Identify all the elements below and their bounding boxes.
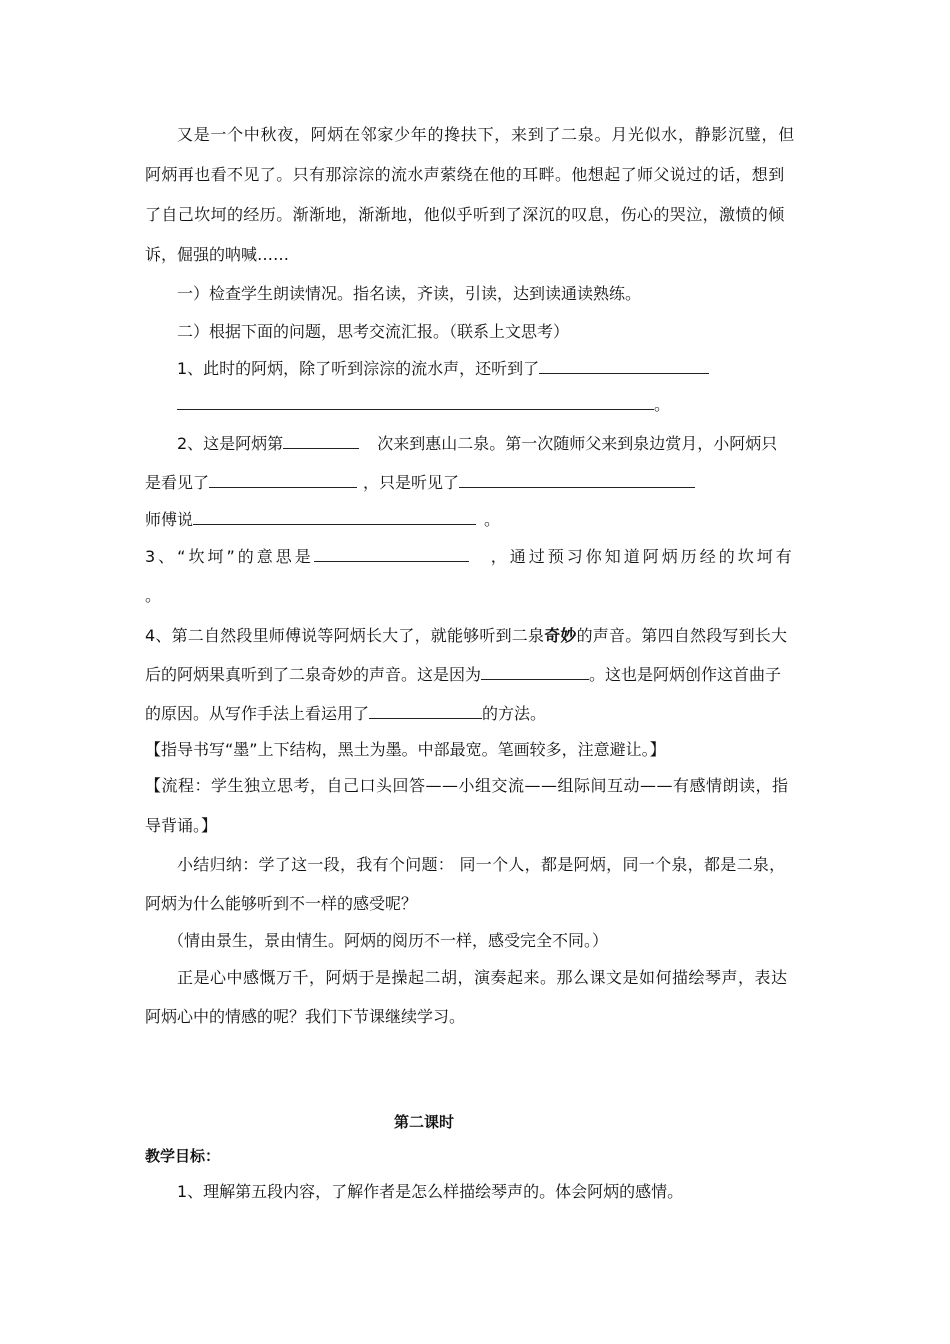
question-2-part-f: 。	[484, 510, 501, 529]
answer-blank[interactable]	[283, 434, 359, 449]
question-2-line2	[145, 472, 695, 494]
question-2-part-a: 2、这是阿炳第	[177, 434, 284, 453]
closing-line2: 阿炳心中的情感的呢？我们下节课继续学习。	[145, 1007, 466, 1026]
answer-blank[interactable]	[193, 510, 476, 525]
question-2-part-c: 是看见了	[145, 473, 210, 492]
question-4-line1	[145, 625, 787, 647]
answer-blank[interactable]	[539, 359, 709, 374]
goals-heading: 教学目标：	[145, 1147, 221, 1165]
question-2-part-e: 师傅说	[145, 510, 194, 529]
question-4-bold: 奇妙	[544, 626, 577, 645]
para1-line4: 诉，倔强的呐喊……	[145, 245, 290, 264]
writing-guide: 【指导书写“墨”上下结构，黑土为墨。中部最宽。笔画较多，注意避让。】	[145, 740, 666, 759]
question-1-end: 。	[654, 395, 671, 414]
answer-blank[interactable]	[459, 473, 695, 488]
summary-line2: 阿炳为什么能够听到不一样的感受呢？	[145, 894, 418, 913]
lesson-title: 第二课时	[394, 1113, 455, 1131]
question-2-line1	[177, 433, 777, 455]
question-4-part-b: 的声音。第四自然段写到长大	[576, 626, 788, 645]
closing-line1: 正是心中感慨万千，阿炳于是操起二胡，演奏起来。那么课文是如何描绘琴声，表达	[177, 968, 788, 987]
para1-line1: 又是一个中秋夜，阿炳在邻家少年的搀扶下，来到了二泉。月光似水，静影沉璧，但	[177, 125, 795, 144]
step-one: 一）检查学生朗读情况。指名读，齐读，引读，达到读通读熟练。	[177, 284, 642, 303]
answer-blank[interactable]	[209, 473, 357, 488]
flow-line1: 【流程：学生独立思考，自己口头回答——小组交流——组际间互动——有感情朗读，指	[145, 776, 789, 795]
answer-blank[interactable]	[314, 547, 469, 562]
question-4-part-e: 的原因。从写作手法上看运用了	[145, 704, 370, 723]
answer-blank[interactable]	[177, 395, 654, 410]
question-2-part-d: ，只是听见了	[363, 473, 460, 492]
question-4-part-a: 4、第二自然段里师傅说等阿炳长大了，就能够听到二泉	[145, 626, 545, 645]
question-4-part-d: 。这也是阿炳创作这首曲子	[589, 665, 782, 684]
summary-line1: 小结归纳：学了这一段，我有个问题： 同一个人，都是阿炳，同一个泉，都是二泉，	[177, 855, 786, 874]
question-2-line3	[145, 509, 500, 531]
answer-blank[interactable]	[369, 704, 482, 719]
para1-line3: 了自己坎坷的经历。渐渐地，渐渐地，他似乎听到了深沉的叹息，伤心的哭泣，激愤的倾	[145, 205, 785, 224]
question-1-text: 1、此时的阿炳，除了听到淙淙的流水声，还听到了	[177, 359, 540, 378]
question-4-line3	[145, 703, 546, 725]
question-3-line1	[145, 546, 795, 568]
question-4-part-c: 后的阿炳果真听到了二泉奇妙的声音。这是因为	[145, 665, 482, 684]
step-two: 二）根据下面的问题，思考交流汇报。（联系上文思考）	[177, 322, 570, 341]
question-1	[177, 358, 709, 380]
question-1-cont	[177, 394, 670, 416]
question-4-part-f: 的方法。	[482, 704, 547, 723]
para1-line2: 阿炳再也看不见了。只有那淙淙的流水声萦绕在他的耳畔。他想起了师父说过的话，想到	[145, 165, 785, 184]
question-2-part-b: 次来到惠山二泉。第一次随师父来到泉边赏月，小阿炳只	[377, 434, 778, 453]
question-3-part-b: ，通过预习你知道阿炳历经的坎坷有	[490, 547, 795, 566]
question-3-line2: 。	[145, 586, 162, 605]
answer-blank[interactable]	[481, 665, 589, 680]
flow-line2: 导背诵。】	[145, 816, 218, 835]
goal-1: 1、理解第五段内容，了解作者是怎么样描绘琴声的。体会阿炳的感情。	[177, 1182, 684, 1201]
question-3-part-a: 3、“坎坷”的意思是	[145, 547, 314, 566]
summary-line3: （情由景生，景由情生。阿炳的阅历不一样，感受完全不同。）	[168, 931, 609, 950]
question-4-line2	[145, 664, 781, 686]
